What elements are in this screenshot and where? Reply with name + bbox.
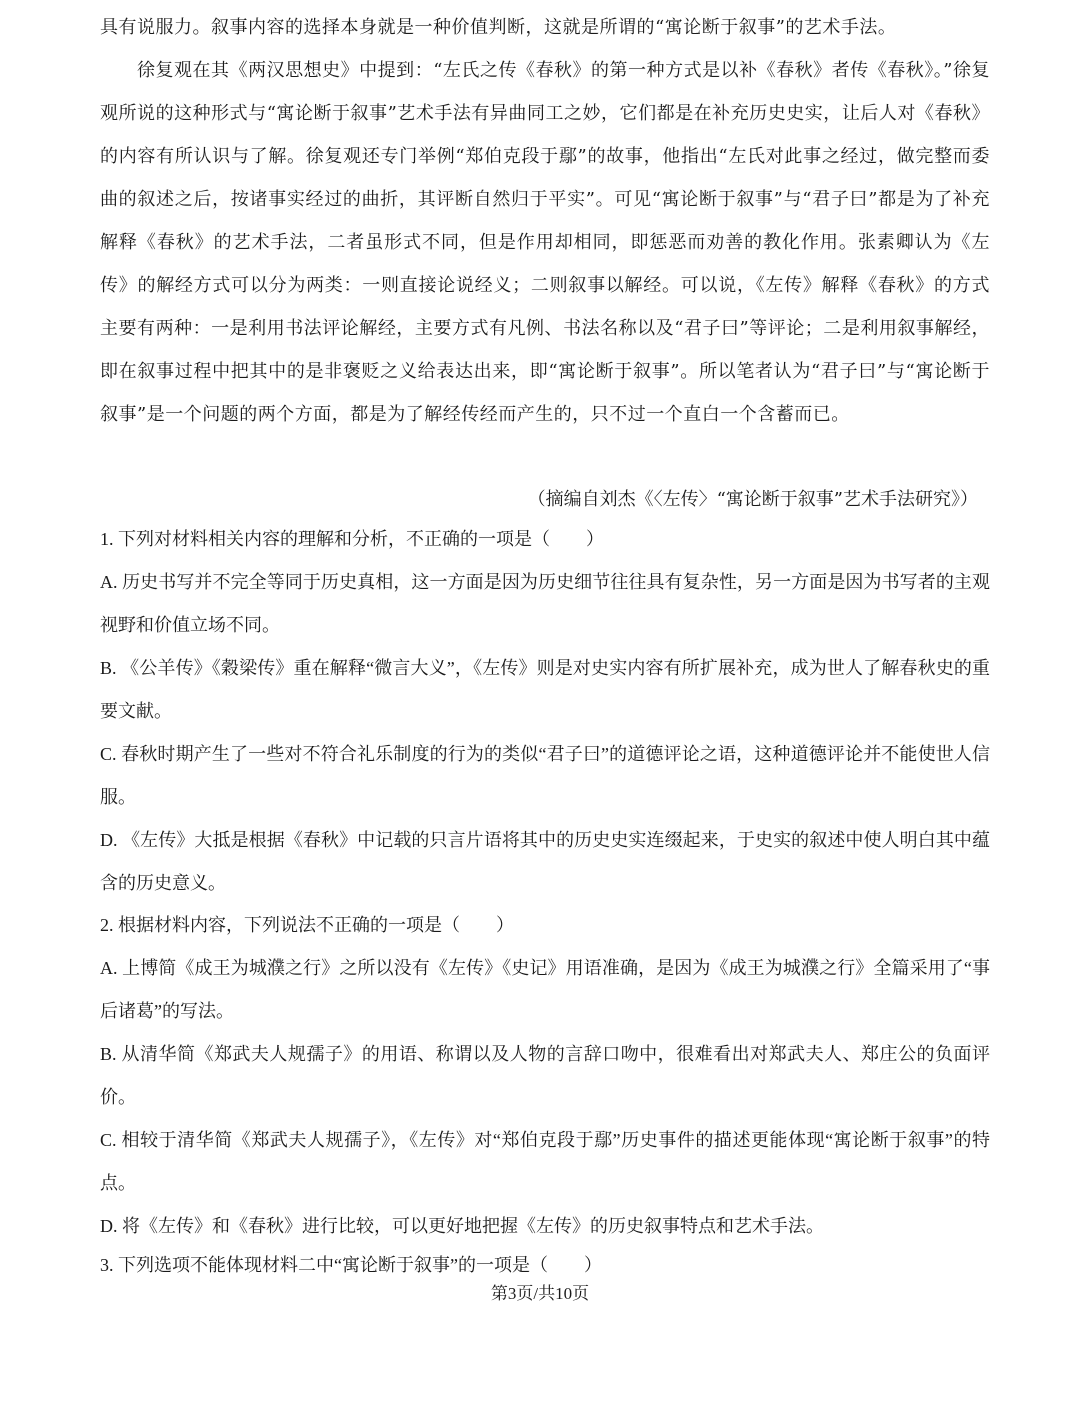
question-1-stem: 1. 下列对材料相关内容的理解和分析，不正确的一项是（ ） — [100, 529, 604, 549]
passage-source-citation: （摘编自刘杰《〈左传〉“寓论断于叙事”艺术手法研究》） — [527, 489, 978, 510]
question-2-option-c: C. 相较于清华简《郑武夫人规孺子》，《左传》对“郑伯克段于鄢”历史事件的描述更能体现“寓论断于叙事”的特点。 — [100, 1130, 990, 1193]
question-1-option-b: B. 《公羊传》《穀梁传》重在解释“微言大义”，《左传》则是对史实内容有所扩展补充，成为世人了解春秋史的重要文献。 — [100, 658, 990, 721]
question-2-option-a: A. 上博简《成王为城濮之行》之所以没有《左传》《史记》用语准确，是因为《成王为城濮之行》全篇采用了“事后诸葛”的写法。 — [100, 958, 990, 1021]
question-2-option-d: D. 将《左传》和《春秋》进行比较，可以更好地把握《左传》的历史叙事特点和艺术手法。 — [100, 1216, 824, 1236]
question-1-option-c: C. 春秋时期产生了一些对不符合礼乐制度的行为的类似“君子曰”的道德评论之语，这种道德评论并不能使世人信服。 — [100, 744, 990, 807]
question-1-option-a: A. 历史书写并不完全等同于历史真相，这一方面是因为历史细节往往具有复杂性，另一方面是因为书写者的主观视野和价值立场不同。 — [100, 572, 990, 635]
reading-passage — [100, 6, 990, 436]
question-1 — [100, 518, 990, 905]
question-2 — [100, 904, 990, 1248]
question-2-option-b: B. 从清华简《郑武夫人规孺子》的用语、称谓以及人物的言辞口吻中，很难看出对郑武夫人、郑庄公的负面评价。 — [100, 1044, 990, 1107]
page-number-footer: 第3页/共10页 — [490, 1284, 590, 1303]
question-3-stem: 3. 下列选项不能体现材料二中“寓论断于叙事”的一项是（ ） — [100, 1255, 602, 1275]
question-1-option-d: D. 《左传》大抵是根据《春秋》中记载的只言片语将其中的历史史实连缀起来，于史实的叙述中使人明白其中蕴含的历史意义。 — [100, 830, 990, 893]
passage-paragraph-1: 具有说服力。叙事内容的选择本身就是一种价值判断，这就是所谓的“寓论断于叙事”的艺术手法。 — [100, 17, 897, 38]
passage-paragraph-2: 徐复观在其《两汉思想史》中提到：“左氏之传《春秋》的第一种方式是以补《春秋》者传《春秋》。”徐复观所说的这种形式与“寓论断于叙事”艺术手法有异曲同工之妙，它们都是在补充历史史实，让后人对《春秋》的内容有所认识与了解。徐复观还专门举例“郑伯克段于鄢”的故事，他指出“左氏对此事之经过，做完整而委曲的叙述之后，按诸事实经过的曲折，其评断自然归于平实”。可见“寓论断于叙事”与“君子曰”都是为了补充解释《春秋》的艺术手法，二者虽形式不同，但是作用却相同，即惩恶而劝善的教化作用。张素卿认为《左传》的解经方式可以分为两类：一则直接论说经义；二则叙事以解经。可以说，《左传》解释《春秋》的方式主要有两种：一是利用书法评论解经，主要方式有凡例、书法名称以及“君子曰”等评论；二是利用叙事解经，即在叙事过程中把其中的是非褒贬之义给表达出来，即“寓论断于叙事”。所以笔者认为“君子曰”与“寓论断于叙事”是一个问题的两个方面，都是为了解经传经而产生的，只不过一个直白一个含蓄而已。 — [100, 60, 990, 425]
question-2-stem: 2. 根据材料内容，下列说法不正确的一项是（ ） — [100, 915, 514, 935]
